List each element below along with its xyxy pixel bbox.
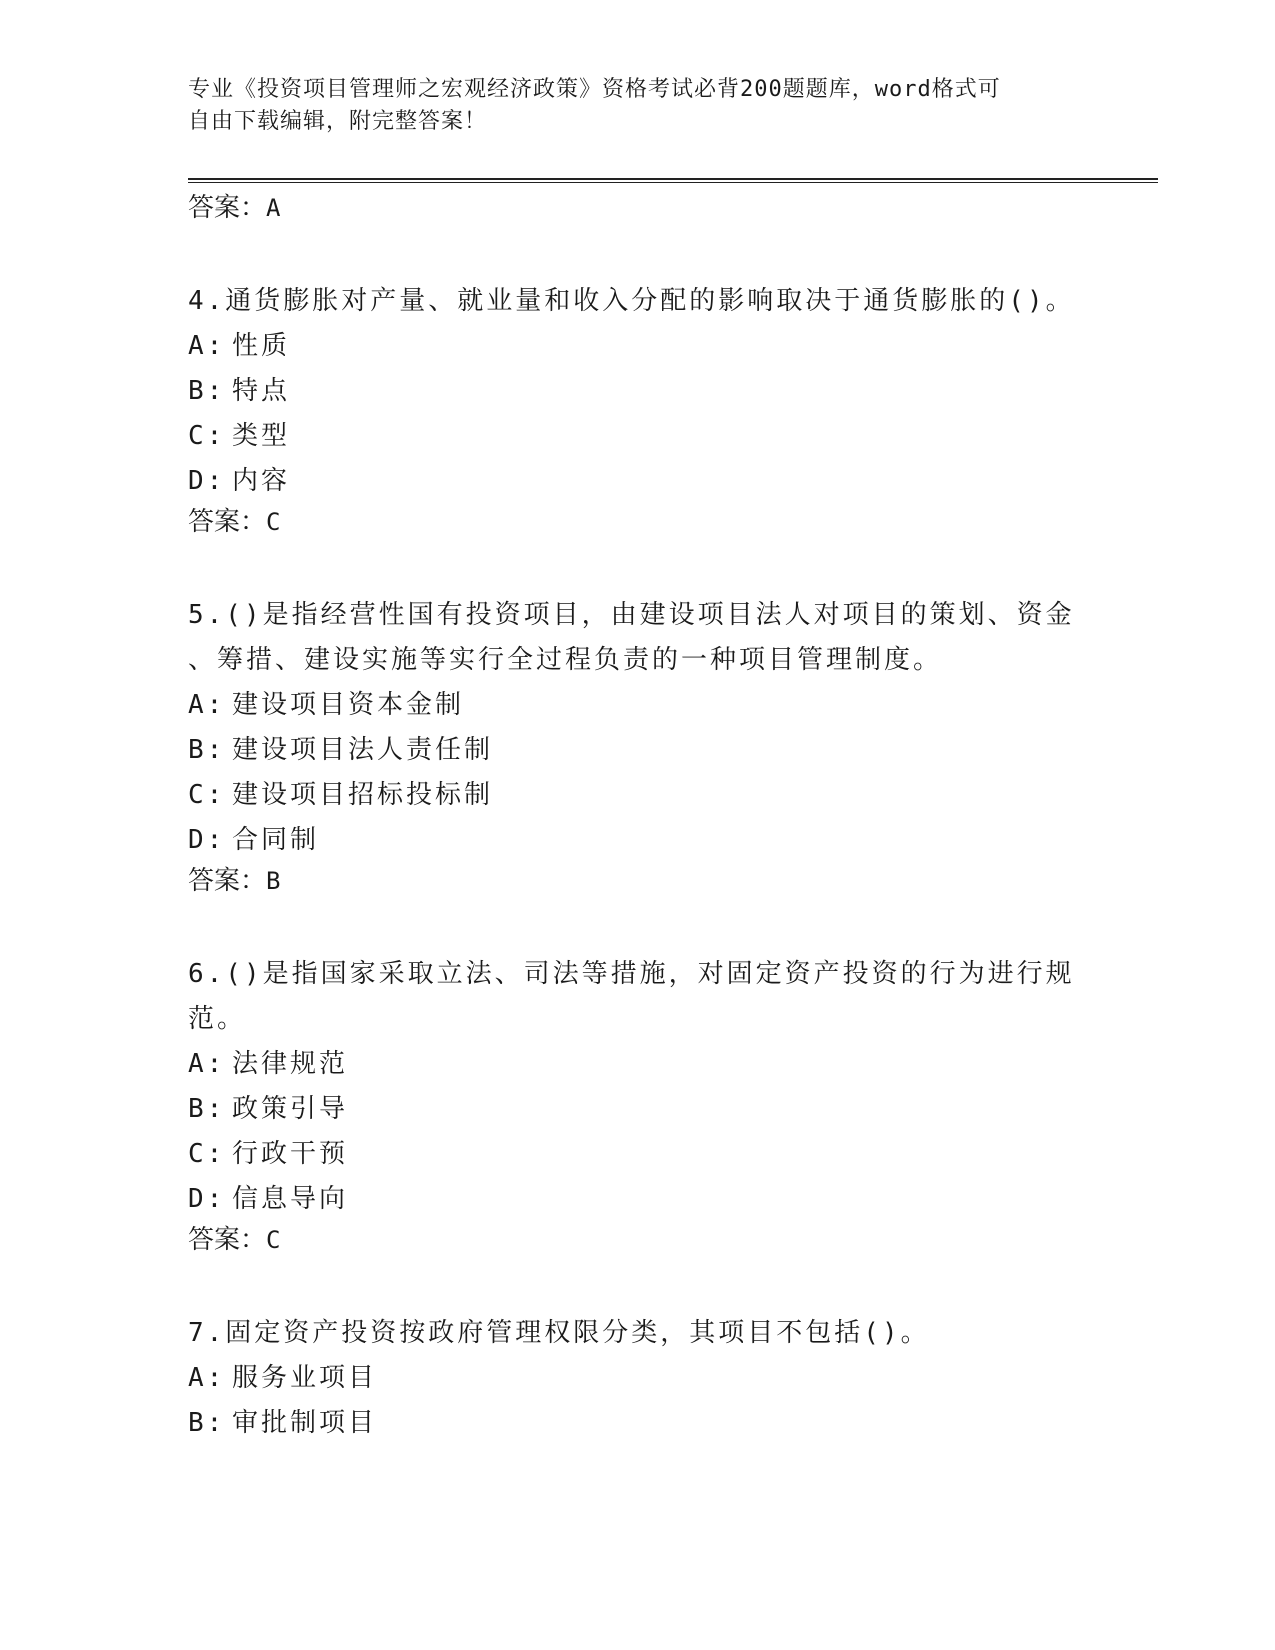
option-letter: D: xyxy=(188,825,226,855)
option-item xyxy=(188,324,1088,369)
option-text: 建设项目资本金制 xyxy=(232,690,465,720)
question-text: 、筹措、建设实施等实行全过程负责的一种项目管理制度。 xyxy=(188,645,943,675)
question-block xyxy=(188,1311,1088,1446)
option-item xyxy=(188,683,1088,728)
answer-label: 答案： xyxy=(188,507,267,537)
answer-label: 答案： xyxy=(188,193,267,223)
option-text: 性质 xyxy=(232,331,291,361)
option-item xyxy=(188,728,1088,773)
option-letter: C: xyxy=(188,1139,226,1169)
question-text: 5.()是指经营性国有投资项目，由建设项目法人对项目的策划、资金 xyxy=(188,600,1075,630)
question-text: 6.()是指国家采取立法、司法等措施，对固定资产投资的行为进行规 xyxy=(188,959,1075,989)
header-line-2: 自由下载编辑，附完整答案！ xyxy=(188,109,488,134)
option-text: 法律规范 xyxy=(232,1049,349,1079)
option-letter: A: xyxy=(188,331,226,361)
answer-label: 答案： xyxy=(188,866,267,896)
option-letter: C: xyxy=(188,421,226,451)
option-item xyxy=(188,1042,1088,1087)
answer-line xyxy=(188,1222,1088,1268)
option-item xyxy=(188,1356,1088,1401)
option-letter: C: xyxy=(188,780,226,810)
option-text: 行政干预 xyxy=(232,1139,349,1169)
answer-value: C xyxy=(266,1226,281,1254)
option-item xyxy=(188,1087,1088,1132)
question-text: 范。 xyxy=(188,1004,247,1034)
option-letter: D: xyxy=(188,1184,226,1214)
answer-line xyxy=(188,190,1088,236)
option-letter: B: xyxy=(188,1094,226,1124)
question-block xyxy=(188,279,1088,550)
question-list xyxy=(188,190,1088,1446)
option-text: 建设项目法人责任制 xyxy=(232,735,494,765)
option-text: 信息导向 xyxy=(232,1184,349,1214)
option-text: 政策引导 xyxy=(232,1094,349,1124)
option-letter: B: xyxy=(188,735,226,765)
option-item xyxy=(188,1401,1088,1446)
answer-line xyxy=(188,504,1088,550)
option-letter: B: xyxy=(188,376,226,406)
option-text: 审批制项目 xyxy=(232,1408,378,1438)
answer-value: B xyxy=(266,867,281,895)
option-item xyxy=(188,818,1088,863)
option-letter: B: xyxy=(188,1408,226,1438)
option-text: 内容 xyxy=(232,466,291,496)
answer-line xyxy=(188,863,1088,909)
header-divider xyxy=(188,178,1158,183)
option-item xyxy=(188,1177,1088,1222)
option-item xyxy=(188,773,1088,818)
option-text: 建设项目招标投标制 xyxy=(232,780,494,810)
option-letter: A: xyxy=(188,690,226,720)
option-letter: A: xyxy=(188,1363,226,1393)
question-text: 4.通货膨胀对产量、就业量和收入分配的影响取决于通货膨胀的()。 xyxy=(188,286,1075,316)
option-text: 服务业项目 xyxy=(232,1363,378,1393)
answer-label: 答案： xyxy=(188,1225,267,1255)
option-letter: D: xyxy=(188,466,226,496)
document-header xyxy=(188,74,1068,138)
option-text: 特点 xyxy=(232,376,291,406)
answer-value: C xyxy=(266,508,281,536)
answer-value: A xyxy=(266,194,281,222)
option-item xyxy=(188,414,1088,459)
question-block xyxy=(188,593,1088,909)
option-item xyxy=(188,459,1088,504)
option-text: 类型 xyxy=(232,421,291,451)
option-item xyxy=(188,369,1088,414)
option-text: 合同制 xyxy=(232,825,320,855)
option-item xyxy=(188,1132,1088,1177)
option-letter: A: xyxy=(188,1049,226,1079)
question-block xyxy=(188,952,1088,1268)
question-text: 7.固定资产投资按政府管理权限分类，其项目不包括()。 xyxy=(188,1318,930,1348)
header-line-1: 专业《投资项目管理师之宏观经济政策》资格考试必背200题题库，word格式可 xyxy=(188,77,1001,102)
